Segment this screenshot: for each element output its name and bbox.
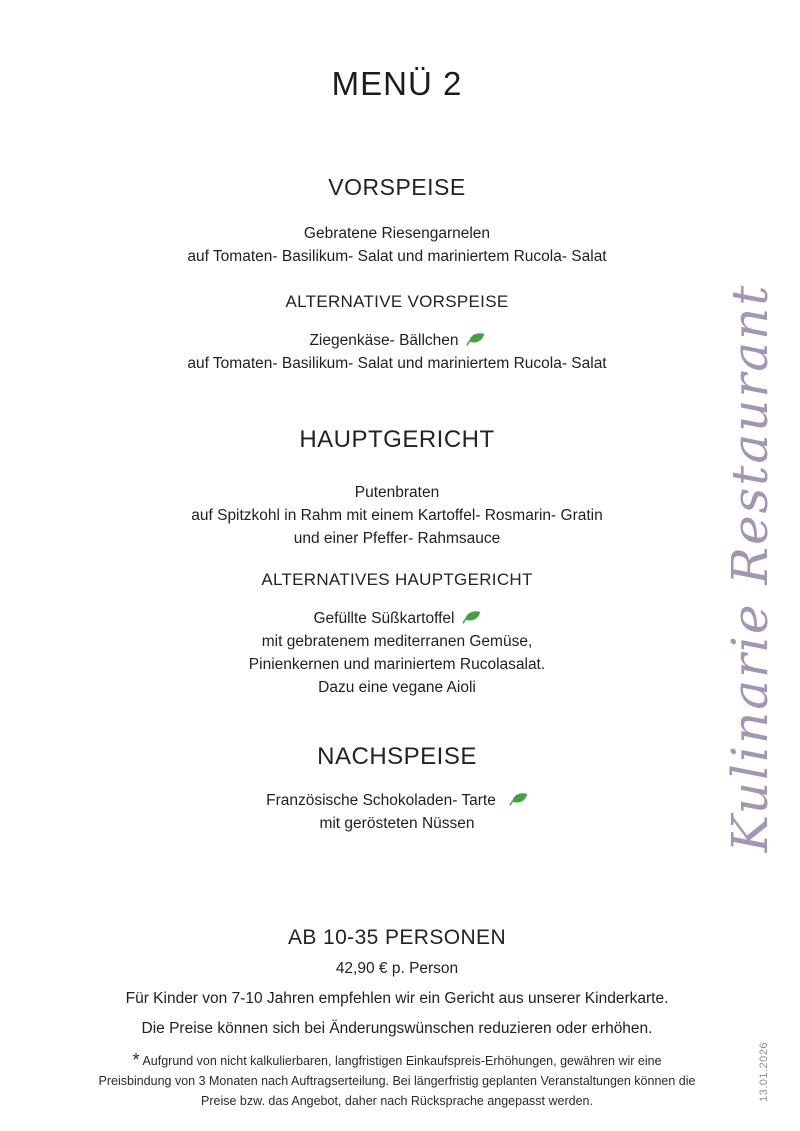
price-per-person: 42,90 € p. Person <box>335 960 459 977</box>
section-heading-nachspeise: NACHSPEISE <box>317 743 477 770</box>
menu-page <box>40 0 754 1111</box>
section-heading-vorspeise: VORSPEISE <box>328 174 466 200</box>
restaurant-brand-script: Kulinarie Restaurant <box>721 283 779 853</box>
dish-description-line: auf Spitzkohl in Rahm mit einem Kartoffel- Rosmarin- Gratin <box>191 507 603 524</box>
dish-alternative-vorspeise <box>40 329 754 375</box>
dish-alternatives-hauptgericht <box>40 607 754 699</box>
dish-description-line: mit gebratenem mediterranen Gemüse, <box>261 633 533 650</box>
dish-description-line: und einer Pfeffer- Rahmsauce <box>293 530 501 547</box>
dish-name: Gefüllte Süßkartoffel <box>313 610 455 627</box>
price-change-note: Die Preise können sich bei Änderungswünschen reduzieren oder erhöhen. <box>141 1020 653 1037</box>
dish-description-line: auf Tomaten- Basilikum- Salat und mariniertem Rucola- Salat <box>187 248 607 265</box>
dish-description-line: mit gerösteten Nüssen <box>319 815 475 832</box>
section-heading-hauptgericht: HAUPTGERICHT <box>299 426 495 453</box>
dish-description-line: auf Tomaten- Basilikum- Salat und mariniertem Rucola- Salat <box>187 355 607 372</box>
section-heading-alternative-vorspeise: ALTERNATIVE VORSPEISE <box>285 292 509 311</box>
dish-description-line: Pinienkernen und mariniertem Rucolasalat. <box>248 656 546 673</box>
vegetarian-leaf-icon <box>508 792 528 807</box>
section-heading-alternatives-hauptgericht: ALTERNATIVES HAUPTGERICHT <box>261 570 533 589</box>
page-title: MENÜ 2 <box>331 65 463 102</box>
dish-name: Gebratene Riesengarnelen <box>303 225 491 242</box>
dish-nachspeise <box>40 789 754 835</box>
dish-name-row <box>40 789 754 812</box>
date-stamp: 13.01.2026 <box>758 1041 770 1103</box>
dish-vorspeise <box>40 222 754 268</box>
children-note: Für Kinder von 7-10 Jahren empfehlen wir ein Gericht aus unserer Kinderkarte. <box>125 990 669 1007</box>
dish-description-line: Dazu eine vegane Aioli <box>318 679 476 696</box>
price-binding-footnote <box>95 1050 699 1111</box>
asterisk-mark: * <box>132 1050 140 1070</box>
dish-name-row <box>40 329 754 352</box>
dish-name: Putenbraten <box>354 484 440 501</box>
footnote-text: Aufgrund von nicht kalkulierbaren, langfristigen Einkaufspreis-Erhöhungen, gewähren wir eine Preisbindung von 3 Monaten nach Auftragserteilung. Bei längerfristig geplanten Veranstaltungen können die Preise bzw. das Angebot, daher nach Rücksprache angepasst werden. <box>98 1054 696 1108</box>
dish-hauptgericht <box>40 481 754 550</box>
vegetarian-leaf-icon <box>465 332 485 347</box>
dish-name-row <box>40 607 754 630</box>
persons-heading: AB 10-35 PERSONEN <box>287 926 507 949</box>
dish-name: Ziegenkäse- Bällchen <box>309 332 459 349</box>
vegetarian-leaf-icon <box>461 610 481 625</box>
dish-name: Französische Schokoladen- Tarte <box>266 792 496 809</box>
